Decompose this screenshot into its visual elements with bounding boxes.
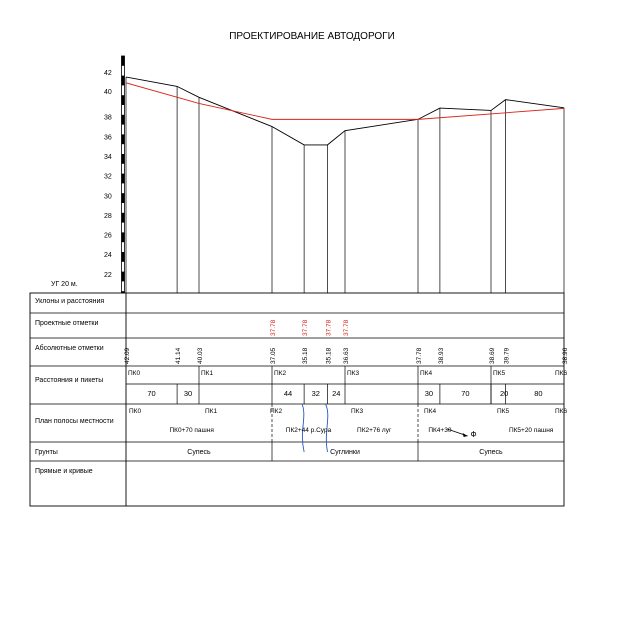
row-label-slopes: Уклоны и расстояния <box>35 298 105 305</box>
plan-symbol: Ф <box>470 430 477 439</box>
picket-label: ПК2 <box>274 370 287 377</box>
picket-label: ПК3 <box>347 370 360 377</box>
plan-label: ПК2+44 р.Сура <box>285 427 332 434</box>
plan-label: ПК0+70 пашня <box>169 427 214 434</box>
distance-value: 30 <box>183 389 193 398</box>
abs-mark: 35.18 <box>325 347 333 364</box>
plan-picket-label: ПК4 <box>424 408 437 415</box>
abs-mark: 38.96 <box>562 347 569 364</box>
ruler-block <box>122 272 125 282</box>
row-label-plan: План полосы местности <box>35 418 114 425</box>
plan-picket-label: ПК5 <box>497 408 510 415</box>
distance-value: 80 <box>534 389 543 398</box>
plan-arrow-head <box>463 433 468 437</box>
plan-picket-label: ПК3 <box>351 408 364 415</box>
elevation-axis <box>51 56 125 293</box>
ruler-block <box>122 193 125 203</box>
design-line <box>126 83 564 120</box>
ruler-block <box>122 76 125 86</box>
plan-picket-label: ПК1 <box>205 408 218 415</box>
distance-value: 24 <box>332 389 341 398</box>
soil-label: Суглинки <box>330 449 360 456</box>
y-tick-label: 42 <box>104 70 112 77</box>
ruler-block <box>122 154 125 164</box>
ruler-block <box>122 232 125 242</box>
abs-mark: 40.03 <box>197 347 204 364</box>
picket-label: ПК4 <box>420 370 433 377</box>
row-label-dist: Расстояния и пикеты <box>35 377 104 384</box>
design-mark: 37.78 <box>343 319 350 336</box>
picket-label: ПК1 <box>201 370 214 377</box>
y-tick-label: 22 <box>104 271 112 279</box>
distance-value: 30 <box>424 389 434 398</box>
abs-mark: 35.18 <box>302 347 310 364</box>
distance-value: 70 <box>461 389 470 398</box>
picket-label: ПК6 <box>555 370 568 377</box>
y-tick-label: 26 <box>104 232 112 240</box>
plan-picket-label: ПК6 <box>555 408 568 415</box>
abs-mark: 36.63 <box>343 347 350 364</box>
plan-label: ПК2+76 луг <box>357 427 392 434</box>
y-tick-label: 34 <box>104 154 112 161</box>
abs-mark: 41.14 <box>175 347 183 364</box>
ruler-block <box>122 115 125 125</box>
design-mark: 37.78 <box>325 319 333 336</box>
row-label-soil: Грунты <box>35 449 58 456</box>
abs-mark: 42.09 <box>124 347 131 364</box>
profile-plot <box>126 77 564 293</box>
plan-picket-label: ПК2 <box>270 408 283 415</box>
ruler-block <box>122 95 125 105</box>
abs-mark: 38.69 <box>489 347 496 364</box>
row-label-curves: Прямые и кривые <box>35 468 93 475</box>
ruler-block <box>122 174 125 184</box>
design-mark: 37.78 <box>302 319 310 336</box>
soil-label: Супесь <box>187 449 211 456</box>
design-mark: 37.78 <box>270 319 277 336</box>
y-tick-label: 38 <box>104 114 112 122</box>
picket-label: ПК0 <box>128 370 141 377</box>
y-tick-label: 32 <box>104 173 112 181</box>
distance-value: 20 <box>499 389 509 398</box>
ruler-block <box>122 252 125 262</box>
y-tick-label: 24 <box>104 252 112 260</box>
ruler-block <box>122 213 125 223</box>
abs-mark: 37.78 <box>416 347 423 364</box>
picket-label: ПК5 <box>493 370 506 377</box>
y-tick-label: 30 <box>104 193 112 201</box>
distance-value: 44 <box>283 389 293 398</box>
row-label-abs: Абсолютные отметки <box>35 345 104 352</box>
y-tick-label: 28 <box>104 212 112 220</box>
abs-mark: 37.05 <box>270 347 277 364</box>
distance-value: 32 <box>311 389 320 398</box>
soil-label: Супесь <box>479 449 503 456</box>
profile-table <box>30 293 569 506</box>
y-tick-label: 40 <box>104 89 112 96</box>
page-title: ПРОЕКТИРОВАНИЕ АВТОДОРОГИ <box>229 31 395 42</box>
ruler-block <box>122 56 125 66</box>
y-tick-label: 36 <box>104 134 112 142</box>
plan-label: ПК4+30 <box>428 427 452 434</box>
row-label-design: Проектные отметки <box>35 320 99 327</box>
scale-label: УГ 20 м. <box>51 281 78 288</box>
abs-mark: 38.93 <box>437 347 445 364</box>
plan-label: ПК5+20 пашня <box>508 427 554 434</box>
distance-value: 70 <box>147 389 156 398</box>
ruler-block <box>122 134 125 144</box>
abs-mark: 39.79 <box>503 347 511 364</box>
table-frame <box>30 293 564 506</box>
plan-picket-label: ПК0 <box>129 408 142 415</box>
